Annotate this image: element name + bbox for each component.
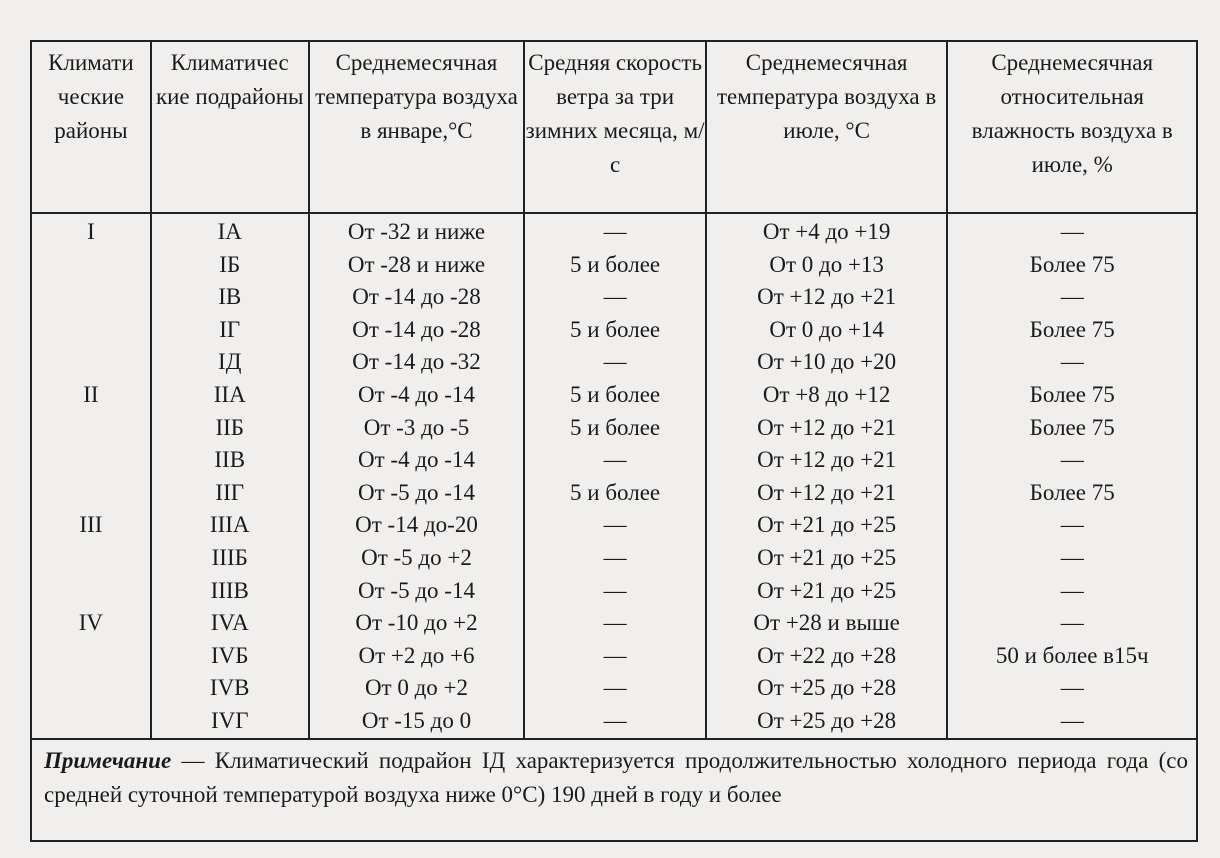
table-row bbox=[31, 640, 1197, 673]
table-cell: IIВ bbox=[151, 444, 309, 477]
table-cell: — bbox=[524, 575, 706, 608]
table-cell: От -32 и ниже bbox=[309, 213, 525, 249]
table-cell: — bbox=[524, 281, 706, 314]
table-cell: Более 75 bbox=[947, 477, 1197, 510]
header-cell: Климатичес кие подрайоны bbox=[151, 41, 309, 213]
table-cell: III bbox=[31, 509, 151, 542]
table-cell: От +25 до +28 bbox=[706, 705, 948, 739]
table-cell bbox=[31, 575, 151, 608]
table-cell: IIГ bbox=[151, 477, 309, 510]
table-cell: I bbox=[31, 213, 151, 249]
table-cell: От +10 до +20 bbox=[706, 346, 948, 379]
table-cell: Более 75 bbox=[947, 379, 1197, 412]
table-cell: 5 и более bbox=[524, 412, 706, 445]
table-cell: От -15 до 0 bbox=[309, 705, 525, 739]
table-cell: IД bbox=[151, 346, 309, 379]
table-cell: От +21 до +25 bbox=[706, 575, 948, 608]
table-cell: II bbox=[31, 379, 151, 412]
table-cell: IВ bbox=[151, 281, 309, 314]
table-cell: IIA bbox=[151, 379, 309, 412]
header-cell: Среднемесячная относительная влажность воздуха в июле, % bbox=[947, 41, 1197, 213]
table-cell: IVA bbox=[151, 607, 309, 640]
table-cell: От -4 до -14 bbox=[309, 444, 525, 477]
climate-zones-table bbox=[30, 40, 1198, 842]
table-cell: IVБ bbox=[151, 640, 309, 673]
note-row bbox=[31, 739, 1197, 841]
note-cell bbox=[31, 739, 1197, 841]
table-cell: 5 и более bbox=[524, 477, 706, 510]
table-cell: IV bbox=[31, 607, 151, 640]
table-cell: Более 75 bbox=[947, 412, 1197, 445]
table-cell bbox=[31, 412, 151, 445]
header-cell: Среднемесячная температура воздуха в июле, °С bbox=[706, 41, 948, 213]
table-cell: От -3 до -5 bbox=[309, 412, 525, 445]
table-cell: От +8 до +12 bbox=[706, 379, 948, 412]
table-cell bbox=[31, 444, 151, 477]
table-cell: От -14 до -28 bbox=[309, 314, 525, 347]
table-cell: — bbox=[524, 444, 706, 477]
table-cell bbox=[31, 477, 151, 510]
table-row bbox=[31, 477, 1197, 510]
table-cell: От -28 и ниже bbox=[309, 249, 525, 282]
table-cell: От -4 до -14 bbox=[309, 379, 525, 412]
table-row bbox=[31, 509, 1197, 542]
table-cell bbox=[31, 640, 151, 673]
table-cell: — bbox=[947, 281, 1197, 314]
table-cell: От +12 до +21 bbox=[706, 412, 948, 445]
table-cell: — bbox=[947, 346, 1197, 379]
table-row bbox=[31, 249, 1197, 282]
table-cell: IБ bbox=[151, 249, 309, 282]
table-cell: Более 75 bbox=[947, 314, 1197, 347]
table-cell: — bbox=[524, 542, 706, 575]
table-cell bbox=[31, 281, 151, 314]
table-cell: — bbox=[947, 607, 1197, 640]
table-cell: IIБ bbox=[151, 412, 309, 445]
table-cell bbox=[31, 314, 151, 347]
table-cell: От +2 до +6 bbox=[309, 640, 525, 673]
table-row bbox=[31, 542, 1197, 575]
table-cell: От +12 до +21 bbox=[706, 444, 948, 477]
table-cell: От +22 до +28 bbox=[706, 640, 948, 673]
table-cell: От -10 до +2 bbox=[309, 607, 525, 640]
table-cell: — bbox=[524, 509, 706, 542]
table-cell bbox=[31, 249, 151, 282]
table-cell: IГ bbox=[151, 314, 309, 347]
table-cell: От +21 до +25 bbox=[706, 542, 948, 575]
table-cell: — bbox=[524, 640, 706, 673]
table-cell: От +12 до +21 bbox=[706, 477, 948, 510]
table-row bbox=[31, 444, 1197, 477]
table-row bbox=[31, 213, 1197, 249]
table-cell: От -14 до-20 bbox=[309, 509, 525, 542]
table-cell: От +4 до +19 bbox=[706, 213, 948, 249]
table-row bbox=[31, 379, 1197, 412]
table-cell: — bbox=[947, 575, 1197, 608]
table-cell: 50 и более в15ч bbox=[947, 640, 1197, 673]
table-row bbox=[31, 575, 1197, 608]
table-row bbox=[31, 607, 1197, 640]
header-row bbox=[31, 41, 1197, 213]
header-cell: Средняя скорость ветра за три зимних месяца, м/с bbox=[524, 41, 706, 213]
table-cell: IVВ bbox=[151, 672, 309, 705]
table-cell: От 0 до +2 bbox=[309, 672, 525, 705]
table-cell: От +28 и выше bbox=[706, 607, 948, 640]
table-cell bbox=[31, 346, 151, 379]
table-cell: Более 75 bbox=[947, 249, 1197, 282]
table-cell: От +12 до +21 bbox=[706, 281, 948, 314]
table-cell: — bbox=[947, 509, 1197, 542]
table-cell: От -5 до -14 bbox=[309, 575, 525, 608]
table-cell bbox=[31, 542, 151, 575]
note-text: — Климатический подрайон IД характеризуется продолжительностью холодного периода года (со средней суточной температурой воздуха ниже 0°С) 190 дней в году и более bbox=[44, 747, 1188, 807]
table-cell: IVГ bbox=[151, 705, 309, 739]
table-cell: — bbox=[947, 213, 1197, 249]
table-cell: — bbox=[947, 672, 1197, 705]
table-cell: — bbox=[524, 672, 706, 705]
table-cell: 5 и более bbox=[524, 379, 706, 412]
table-row bbox=[31, 672, 1197, 705]
table-row bbox=[31, 281, 1197, 314]
header-cell: Среднемесячная температура воздуха в январе,°С bbox=[309, 41, 525, 213]
note-label: Примечание bbox=[44, 747, 172, 773]
table-row bbox=[31, 412, 1197, 445]
table-cell: — bbox=[947, 542, 1197, 575]
table-cell bbox=[31, 672, 151, 705]
table-cell bbox=[31, 705, 151, 739]
table-cell: — bbox=[947, 705, 1197, 739]
table-row bbox=[31, 705, 1197, 739]
table-cell: От -14 до -32 bbox=[309, 346, 525, 379]
table-cell: От 0 до +14 bbox=[706, 314, 948, 347]
table-cell: — bbox=[524, 213, 706, 249]
table-cell: От 0 до +13 bbox=[706, 249, 948, 282]
table-cell: — bbox=[524, 346, 706, 379]
table-cell: — bbox=[524, 607, 706, 640]
table-cell: IA bbox=[151, 213, 309, 249]
table-cell: От -5 до -14 bbox=[309, 477, 525, 510]
table-cell: 5 и более bbox=[524, 249, 706, 282]
table-cell: IIIБ bbox=[151, 542, 309, 575]
table-cell: IIIA bbox=[151, 509, 309, 542]
table-cell: От +25 до +28 bbox=[706, 672, 948, 705]
table-cell: От +21 до +25 bbox=[706, 509, 948, 542]
table-cell: — bbox=[524, 705, 706, 739]
table-cell: — bbox=[947, 444, 1197, 477]
table-row bbox=[31, 314, 1197, 347]
table-cell: IIIВ bbox=[151, 575, 309, 608]
table-row bbox=[31, 346, 1197, 379]
table-cell: 5 и более bbox=[524, 314, 706, 347]
table-cell: От -14 до -28 bbox=[309, 281, 525, 314]
table-cell: От -5 до +2 bbox=[309, 542, 525, 575]
header-cell: Климати ческие районы bbox=[31, 41, 151, 213]
